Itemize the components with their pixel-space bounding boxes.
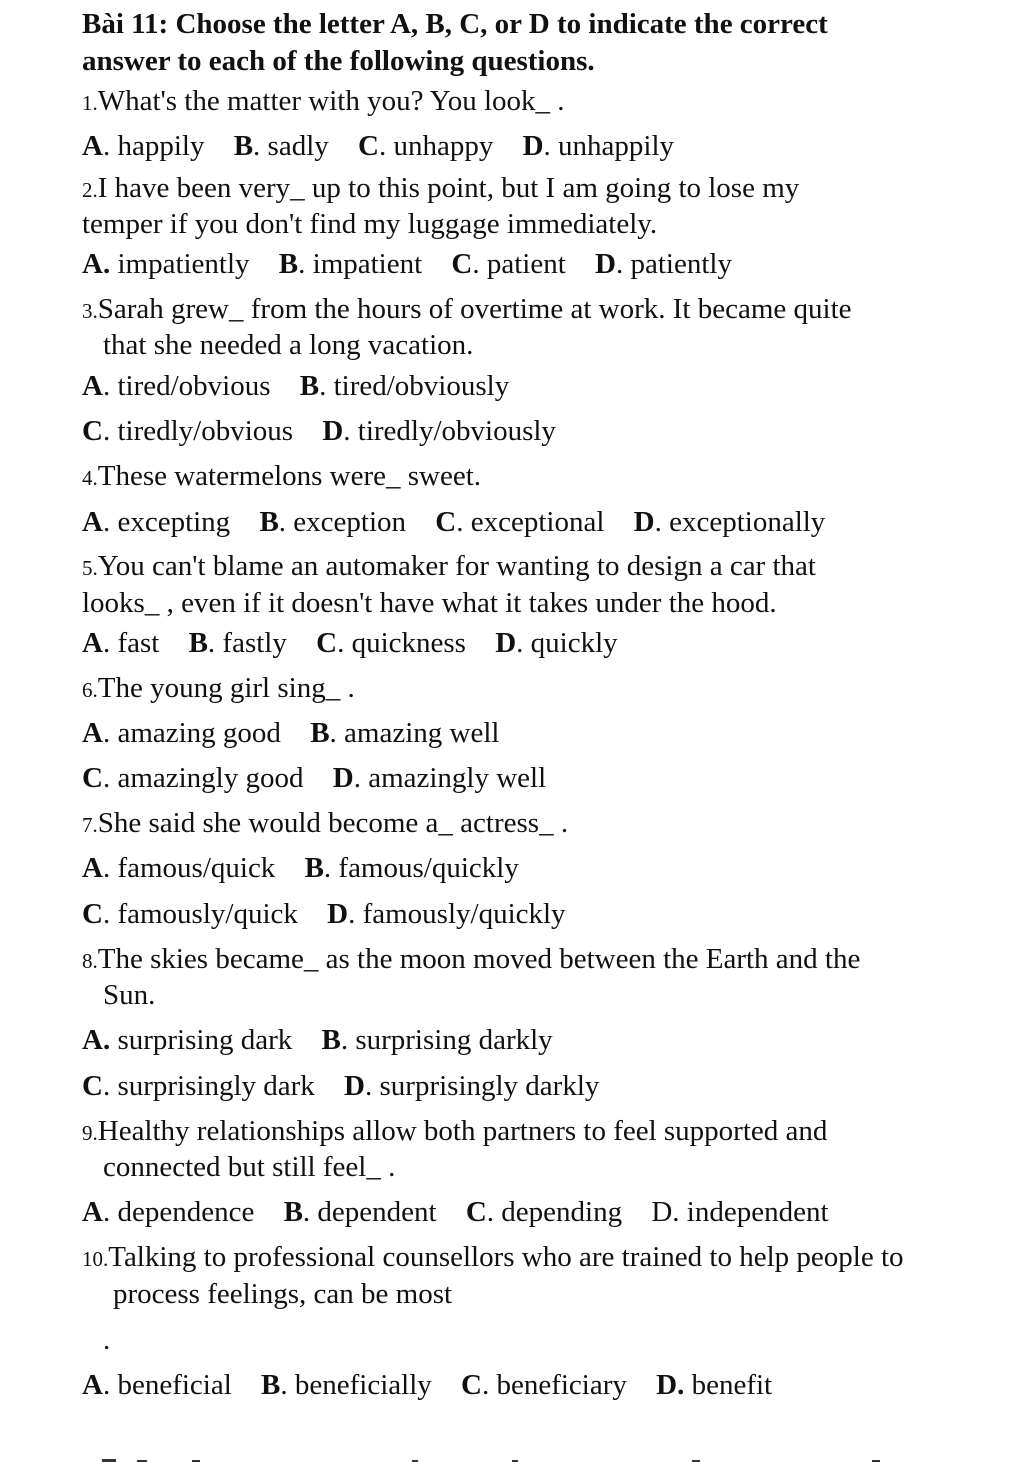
option-text: impatient <box>305 248 423 280</box>
option-c[interactable] <box>82 1070 315 1102</box>
option-text: tiredly/obviously <box>350 415 556 447</box>
option-letter: B <box>261 1369 281 1401</box>
option-sep: . <box>456 506 464 538</box>
question-number: 7. <box>82 813 98 837</box>
option-letter: B <box>299 370 320 402</box>
option-letter: A. <box>82 248 111 280</box>
option-text: excepting <box>110 506 231 538</box>
option-sep: . <box>102 898 111 930</box>
question-5-cont: looks_ , even if it doesn't have what it takes under the hood. <box>82 587 777 619</box>
option-text: unhappily <box>550 130 675 162</box>
option-sep: . <box>302 1196 311 1228</box>
option-text: fast <box>110 627 160 659</box>
option-text: tiredly/obvious <box>110 415 294 447</box>
option-sep: . <box>472 248 480 280</box>
question-number: 8. <box>82 949 98 973</box>
option-c[interactable] <box>461 1369 627 1401</box>
option-c[interactable] <box>451 248 565 280</box>
option-letter: C <box>82 1070 103 1102</box>
question-8 <box>82 941 860 979</box>
option-b[interactable] <box>279 248 422 280</box>
option-text: patiently <box>623 248 732 280</box>
option-sep: . <box>343 415 351 447</box>
option-text: sadly <box>260 130 329 162</box>
option-d[interactable] <box>333 762 546 794</box>
option-d[interactable] <box>322 415 556 447</box>
option-a[interactable] <box>82 248 250 280</box>
option-d[interactable] <box>595 248 732 280</box>
option-sep: . <box>486 1196 495 1228</box>
option-letter: C <box>82 898 103 930</box>
question-7 <box>82 805 568 843</box>
option-sep: . <box>102 506 111 538</box>
option-letter: A <box>82 506 103 538</box>
option-a[interactable] <box>82 1024 292 1056</box>
option-letter: C <box>316 627 338 659</box>
question-5 <box>82 548 816 586</box>
option-sep: . <box>102 717 111 749</box>
option-text: beneficial <box>110 1369 232 1401</box>
option-sep: . <box>102 762 111 794</box>
option-sep: . <box>337 627 345 659</box>
option-letter: A <box>82 852 103 884</box>
question-text: Healthy relationships allow both partners to feel supported and <box>97 1115 828 1147</box>
options-1 <box>82 128 674 164</box>
question-number: 4. <box>82 466 98 490</box>
option-letter: B <box>321 1024 341 1056</box>
option-text: amazingly good <box>110 762 304 794</box>
question-number: 5. <box>82 556 98 580</box>
option-a[interactable] <box>82 370 271 402</box>
option-b[interactable] <box>189 627 287 659</box>
option-sep: . <box>102 370 111 402</box>
cropped-text-fragments <box>82 1451 962 1462</box>
option-sep: . <box>543 130 551 162</box>
option-text: surprising darkly <box>348 1024 553 1056</box>
option-letter: C <box>82 762 103 794</box>
question-text: Sarah grew_ from the hours of overtime at work. It became quite <box>97 293 852 325</box>
option-letter: D <box>344 1070 365 1102</box>
option-letter: D <box>595 248 616 280</box>
question-text: She said she would become a_ actress_ . <box>97 807 569 839</box>
options-2 <box>82 246 732 282</box>
question-2 <box>82 170 799 208</box>
question-text: You can't blame an automaker for wanting to design a car that <box>97 550 816 582</box>
option-sep: . <box>278 506 287 538</box>
option-sep: . <box>323 852 332 884</box>
option-text: dependence <box>110 1196 255 1228</box>
option-letter: B <box>304 852 324 884</box>
option-c[interactable] <box>82 898 298 930</box>
options-8-row-2 <box>82 1068 599 1104</box>
cropped-next-line <box>82 1450 962 1462</box>
question-3 <box>82 291 852 329</box>
option-letter: D <box>495 627 517 659</box>
option-letter: D <box>522 130 544 162</box>
option-letter: B <box>278 248 299 280</box>
option-letter: B <box>233 130 254 162</box>
question-9 <box>82 1113 827 1151</box>
question-10 <box>82 1239 904 1277</box>
option-text: amazing well <box>336 717 500 749</box>
option-text: tired/obviously <box>326 370 510 402</box>
option-b[interactable] <box>284 1196 437 1228</box>
question-number: 3. <box>82 299 98 323</box>
question-8-cont: Sun. <box>103 979 156 1011</box>
option-text: happily <box>110 130 205 162</box>
option-b[interactable] <box>305 852 519 884</box>
option-text: dependent <box>310 1196 437 1228</box>
question-10-blank: . <box>103 1324 111 1356</box>
option-letter: B <box>283 1196 303 1228</box>
option-sep: . <box>654 506 662 538</box>
option-text: depending <box>494 1196 623 1228</box>
option-text: beneficially <box>287 1369 432 1401</box>
options-5 <box>82 625 618 661</box>
option-letter: A <box>82 717 103 749</box>
option-sep: . <box>616 248 624 280</box>
option-letter: B <box>188 627 208 659</box>
option-b[interactable] <box>259 506 406 538</box>
option-c[interactable] <box>466 1196 622 1228</box>
option-b[interactable] <box>321 1024 552 1056</box>
option-d[interactable] <box>495 627 617 659</box>
option-sep: . <box>378 130 387 162</box>
options-10 <box>82 1367 772 1403</box>
question-3-cont: that she needed a long vacation. <box>103 329 474 361</box>
option-c[interactable] <box>316 627 466 659</box>
option-sep: . <box>365 1070 373 1102</box>
option-d[interactable] <box>634 506 826 538</box>
option-sep: . <box>340 1024 349 1056</box>
option-sep: . <box>102 627 111 659</box>
option-letter: B <box>310 717 330 749</box>
option-sep: . <box>481 1369 490 1401</box>
option-sep: . <box>102 415 111 447</box>
option-d[interactable] <box>344 1070 599 1102</box>
option-text: famous/quickly <box>331 852 519 884</box>
option-text: unhappy <box>386 130 494 162</box>
option-sep: . <box>516 627 524 659</box>
option-letter: A <box>82 1196 103 1228</box>
heading-line-2: answer to each of the following questions. <box>82 45 595 77</box>
option-text: quickly <box>523 627 618 659</box>
options-4 <box>82 504 825 540</box>
option-a[interactable] <box>82 717 281 749</box>
option-b[interactable] <box>261 1369 432 1401</box>
option-letter: A <box>82 1369 103 1401</box>
question-text: The skies became_ as the moon moved between the Earth and the <box>97 943 861 975</box>
option-sep: . <box>280 1369 288 1401</box>
option-sep: . <box>298 248 306 280</box>
question-number: 10. <box>82 1247 109 1271</box>
options-3-row-2 <box>82 413 556 449</box>
option-letter: B <box>259 506 279 538</box>
question-10-cont: process feelings, can be most <box>113 1278 453 1310</box>
option-text: fastly <box>215 627 287 659</box>
option-sep: . <box>102 852 111 884</box>
option-text: amazingly well <box>360 762 547 794</box>
option-letter: A <box>82 130 103 162</box>
option-text: amazing good <box>110 717 281 749</box>
option-letter: C <box>435 506 457 538</box>
option-letter: D <box>332 762 354 794</box>
option-letter: D <box>327 898 349 930</box>
option-text: D. independent <box>651 1196 829 1228</box>
option-c[interactable] <box>82 762 304 794</box>
question-number: 1. <box>82 91 98 115</box>
option-text: impatiently <box>110 248 250 280</box>
option-a[interactable] <box>82 506 230 538</box>
options-9 <box>82 1194 829 1230</box>
option-d[interactable] <box>523 130 674 162</box>
option-text: exceptionally <box>661 506 826 538</box>
question-text: I have been very_ up to this point, but I am going to lose my <box>97 172 800 204</box>
options-6-row-1 <box>82 715 499 751</box>
option-sep: . <box>102 1070 111 1102</box>
option-text: tired/obvious <box>110 370 271 402</box>
options-3-row-1 <box>82 368 509 404</box>
question-text: These watermelons were_ sweet. <box>97 460 482 492</box>
option-text: beneficiary <box>489 1369 627 1401</box>
option-letter: D. <box>656 1369 685 1401</box>
option-a[interactable] <box>82 1369 232 1401</box>
option-letter: C <box>461 1369 482 1401</box>
option-sep: . <box>329 717 337 749</box>
question-text: What's the matter with you? You look_ . <box>97 85 565 117</box>
question-number: 6. <box>82 678 98 702</box>
option-sep: . <box>253 130 261 162</box>
question-number: 2. <box>82 178 98 202</box>
option-text: famous/quick <box>110 852 276 884</box>
option-letter: C <box>451 248 473 280</box>
option-sep: . <box>353 762 361 794</box>
option-letter: A. <box>82 1024 111 1056</box>
options-7-row-2 <box>82 896 566 932</box>
question-4 <box>82 458 481 496</box>
option-text: surprisingly darkly <box>372 1070 600 1102</box>
option-b[interactable] <box>310 717 499 749</box>
option-d[interactable] <box>651 1196 828 1228</box>
option-c[interactable] <box>358 130 493 162</box>
option-letter: A <box>82 627 103 659</box>
option-text: patient <box>479 248 566 280</box>
option-text: famously/quickly <box>355 898 566 930</box>
option-a[interactable] <box>82 1196 254 1228</box>
option-b[interactable] <box>234 130 329 162</box>
option-a[interactable] <box>82 130 204 162</box>
question-9-cont: connected but still feel_ . <box>103 1151 396 1183</box>
option-c[interactable] <box>435 506 604 538</box>
options-8-row-1 <box>82 1022 553 1058</box>
option-letter: A <box>82 370 103 402</box>
option-letter: C <box>82 415 103 447</box>
option-d[interactable] <box>656 1369 772 1401</box>
option-b[interactable] <box>300 370 509 402</box>
option-sep: . <box>348 898 356 930</box>
question-text: Talking to professional counsellors who are trained to help people to <box>108 1241 904 1273</box>
option-text: benefit <box>684 1369 773 1401</box>
option-letter: C <box>358 130 379 162</box>
question-text: The young girl sing_ . <box>97 672 355 704</box>
option-letter: C <box>465 1196 487 1228</box>
option-a[interactable] <box>82 627 159 659</box>
option-text: exception <box>286 506 407 538</box>
option-sep: . <box>102 1196 111 1228</box>
option-letter: D <box>633 506 655 538</box>
option-sep: . <box>207 627 216 659</box>
question-number: 9. <box>82 1121 98 1145</box>
option-sep: . <box>102 1369 111 1401</box>
options-6-row-2 <box>82 760 546 796</box>
option-letter: D <box>322 415 344 447</box>
option-a[interactable] <box>82 852 275 884</box>
option-sep: . <box>319 370 327 402</box>
heading-line-1: Bài 11: Choose the letter A, B, C, or D to indicate the correct <box>82 8 828 40</box>
question-2-cont: temper if you don't find my luggage immediately. <box>82 208 658 240</box>
option-c[interactable] <box>82 415 293 447</box>
option-text: quickness <box>344 627 466 659</box>
option-text: famously/quick <box>110 898 298 930</box>
option-d[interactable] <box>327 898 565 930</box>
question-6 <box>82 670 355 708</box>
option-text: surprisingly dark <box>110 1070 315 1102</box>
option-text: exceptional <box>463 506 605 538</box>
question-1 <box>82 83 565 121</box>
options-7-row-1 <box>82 850 519 886</box>
option-text: surprising dark <box>110 1024 293 1056</box>
option-sep: . <box>102 130 111 162</box>
